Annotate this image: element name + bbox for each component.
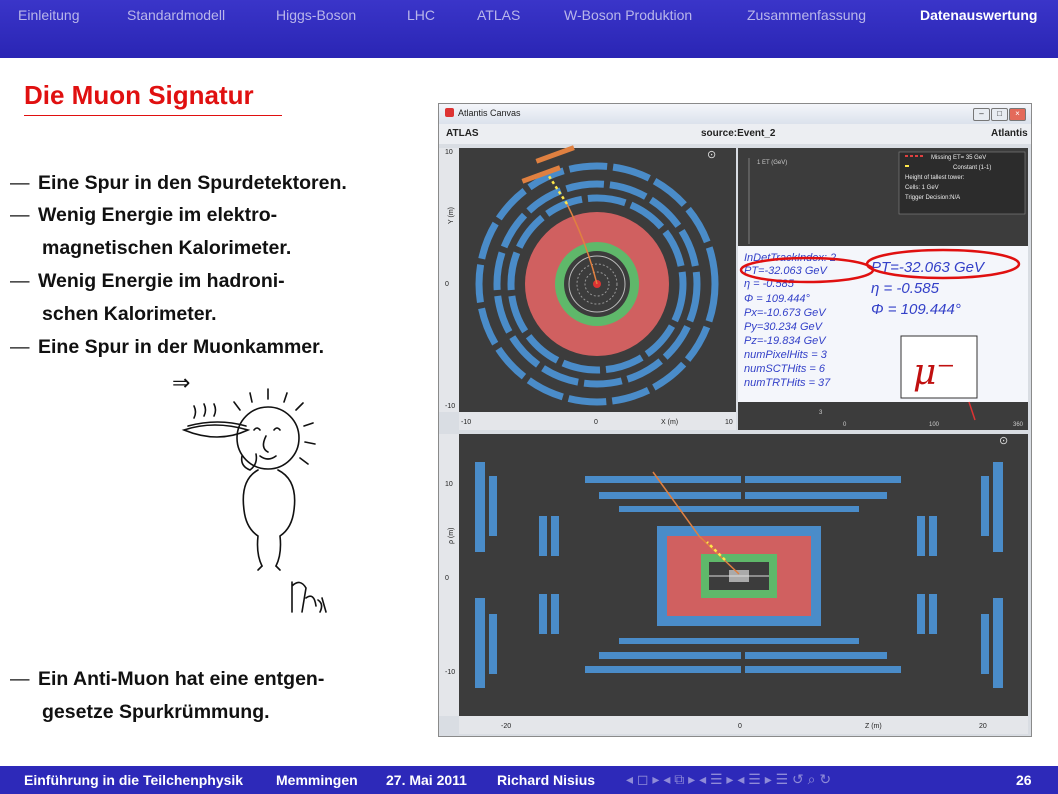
track-phi: Φ = 109.444° [744,293,810,305]
track-px: Px=-10.673 GeV [744,307,826,319]
xy-y-tick: -10 [445,403,456,410]
bullet-3-line-1: Wenig Energie im hadroni- [38,270,285,292]
lego-panel [738,148,1028,430]
rz-y-tick: 10 [445,481,453,488]
rz-y-tick: 0 [445,575,449,582]
rz-x-tick: 20 [979,723,987,730]
lego-tick: 100 [929,422,940,428]
beamer-navigation-icons[interactable]: ◂ ◻ ▸ ◂ ⧉ ▸ ◂ ☰ ▸ ◂ ☰ ▸ ☰ ↺ ⌕ ↻ [626,771,832,787]
rz-x-label: Z (m) [865,723,882,730]
rz-y-tick: -10 [445,669,456,676]
event-display [439,144,1031,736]
nav-item-lhc[interactable]: LHC [407,7,436,23]
legend-trigger: Trigger Decision:N/A [905,195,961,201]
footer-course: Einführung in die Teilchenphysik [24,772,244,788]
nav-item-einleitung[interactable]: Einleitung [18,7,80,23]
atlantis-canvas-window [438,103,1032,737]
implies-arrow: ⇒ [172,370,191,395]
rz-y-label: ρ (m) [448,527,455,544]
bullet-dash: — [10,204,30,226]
bullet-3-line-2: schen Kalorimeter. [42,303,217,325]
legend-cells: Cells: 1 GeV [905,185,939,191]
bullet-5-line-2: gesetze Spurkrümmung. [42,701,270,723]
bullet-1-line-1: Eine Spur in den Spurdetektoren. [38,172,347,194]
track-sct-hits: numSCTHits = 6 [744,363,825,375]
page-number: 26 [1016,772,1032,788]
big-eta: η = -0.585 [871,280,939,297]
xy-y-tick: 0 [445,281,449,288]
footer-author: Richard Nisius [497,772,596,788]
big-phi: Φ = 109.444° [871,301,961,318]
bullet-2-line-2: magnetischen Kalorimeter. [42,237,292,259]
big-pt: PT=-32.063 GeV [871,259,984,276]
xy-x-tick: 0 [594,419,598,426]
view-options-icon[interactable]: ⊙ [999,435,1009,447]
rz-x-tick: -20 [501,723,512,730]
top-navigation-bar [0,0,1058,58]
title-underline [24,115,282,116]
footer-place: Memmingen [276,772,358,788]
mu-minus-symbol: μ⁻ [913,352,956,393]
et-axis-label: 1 ET (GeV) [757,160,788,166]
footer-date: 27. Mai 2011 [386,772,467,788]
nav-item-zusammenfassung[interactable]: Zusammenfassung [747,7,867,23]
nav-item-higgs-boson[interactable]: Higgs-Boson [276,7,357,23]
bullet-dash: — [10,336,30,358]
bullet-dash: — [10,172,30,194]
track-trt-hits: numTRTHits = 37 [744,377,831,389]
bullet-dash: — [10,270,30,292]
lego-tick: 3 [819,410,823,416]
nav-item-atlas[interactable]: ATLAS [477,7,521,23]
track-pz: Pz=-19.834 GeV [744,335,826,347]
track-eta: η = -0.585 [744,278,794,290]
event-source-label: source:Event_2 [701,128,776,139]
bullet-2-line-1: Wenig Energie im elektro- [38,204,278,226]
xy-x-tick: -10 [461,419,472,426]
legend-tallest-tower: Height of tallest tower: [905,175,965,181]
xy-view-panel [439,145,736,430]
view-options-icon[interactable]: ⊙ [707,149,717,161]
nav-item-standardmodell[interactable]: Standardmodell [127,7,226,23]
myon-cartoon-illustration [180,386,355,641]
lego-tick: 0 [843,422,847,428]
track-index: InDetTrackIndex: 2 [744,252,837,264]
legend-missing-et: Missing ET= 35 GeV [931,155,987,161]
window-title: Atlantis Canvas [458,108,521,118]
atlas-label: ATLAS [446,128,479,139]
close-button[interactable]: × [1009,108,1026,121]
xy-x-label: X (m) [661,419,679,426]
nav-item-w-boson[interactable]: W-Boson Produktion [564,7,693,23]
rz-x-tick: 0 [738,723,742,730]
canvas-header [439,124,1031,144]
track-pt: PT=-32.063 GeV [744,265,827,277]
rz-view-panel [439,434,1028,734]
xy-y-tick: 10 [445,149,453,156]
bullet-dash: — [10,668,30,690]
footer-bar [0,766,1058,794]
bullet-4-line-1: Eine Spur in der Muonkammer. [38,336,325,358]
minimize-button[interactable]: – [973,108,990,121]
nav-item-datenauswertung[interactable]: Datenauswertung [920,7,1038,23]
xy-y-label: Y (m) [448,207,455,224]
lego-tick: 360 [1013,422,1024,428]
bullet-5-line-1: Ein Anti-Muon hat eine entgen- [38,668,325,690]
atlantis-label: Atlantis [991,128,1028,139]
page-title: Die Muon Signatur [24,80,254,110]
window-titlebar [439,104,1031,124]
track-py: Py=30.234 GeV [744,321,822,333]
maximize-button[interactable]: □ [991,108,1008,121]
xy-x-tick: 10 [725,419,733,426]
track-pixel-hits: numPixelHits = 3 [744,349,827,361]
legend-constant: Constant (1-1) [953,165,992,171]
atlantis-app-icon [445,108,454,117]
